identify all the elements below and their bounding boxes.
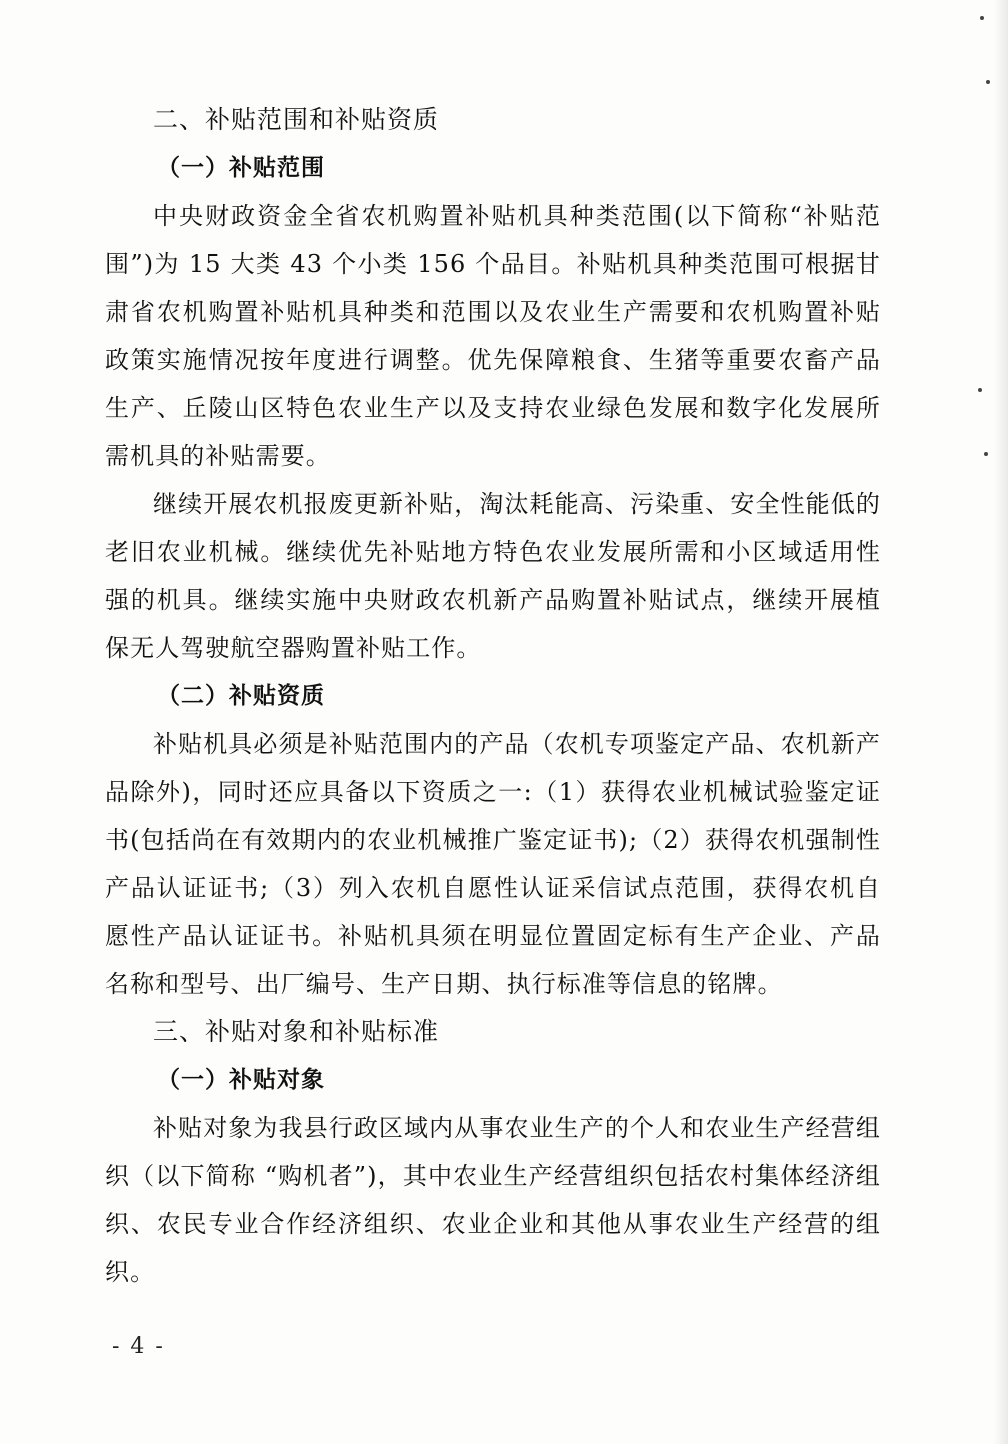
document-body	[105, 96, 881, 1296]
page-number: - 4 -	[112, 1334, 165, 1359]
paragraph: 中央财政资金全省农机购置补贴机具种类范围(以下简称“补贴范围”)为 15 大类 43 个小类 156 个品目。补贴机具种类范围可根据甘肃省农机购置补贴机具种类和范围以及农业生产需要和农机购置补贴政策实施情况按年度进行调整。优先保障粮食、生猪等重要农畜产品生产、丘陵山区特色农业生产以及支持农业绿色发展和数字化发展所需机具的补贴需要。	[105, 202, 881, 470]
paragraph: 继续开展农机报废更新补贴，淘汰耗能高、污染重、安全性能低的老旧农业机械。继续优先补贴地方特色农业发展所需和小区域适用性强的机具。继续实施中央财政农机新产品购置补贴试点，继续开展植保无人驾驶航空器购置补贴工作。	[105, 490, 881, 662]
section-2-1-heading: （一）补贴范围	[157, 155, 325, 181]
section-2-heading: 二、补贴范围和补贴资质	[153, 105, 440, 134]
section-2-2-heading: （二）补贴资质	[157, 683, 325, 709]
scan-speck	[984, 452, 988, 456]
scan-speck	[986, 80, 990, 84]
paragraph: 补贴机具必须是补贴范围内的产品（农机专项鉴定产品、农机新产品除外)，同时还应具备以下资质之一:（1）获得农业机械试验鉴定证书(包括尚在有效期内的农业机械推广鉴定证书);（2）获得农机强制性产品认证证书;（3）列入农机自愿性认证采信试点范围，获得农机自愿性产品认证证书。补贴机具须在明显位置固定标有生产企业、产品名称和型号、出厂编号、生产日期、执行标准等信息的铭牌。	[105, 730, 881, 998]
scan-speck	[980, 16, 984, 20]
section-3-1-heading: （一）补贴对象	[157, 1067, 325, 1093]
section-3-heading: 三、补贴对象和补贴标准	[153, 1017, 440, 1046]
paragraph: 补贴对象为我县行政区域内从事农业生产的个人和农业生产经营组织（以下简称 “购机者”)，其中农业生产经营组织包括农村集体经济组织、农民专业合作经济组织、农业企业和其他从事农业生产经营的组织。	[105, 1114, 881, 1286]
scan-speck	[978, 388, 982, 392]
